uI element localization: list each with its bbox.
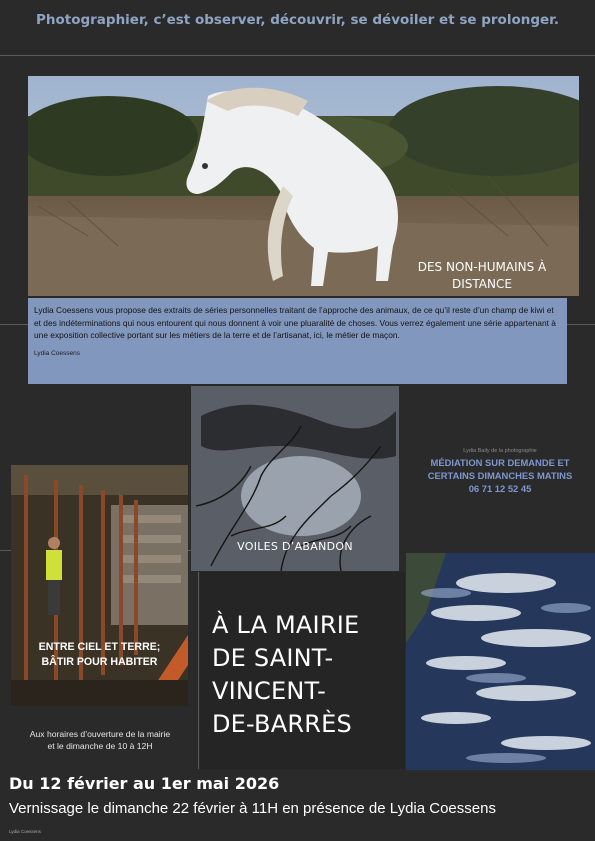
venue-title bbox=[212, 609, 402, 741]
hours-line2: et le dimanche de 10 à 12H bbox=[47, 741, 153, 751]
mediation-phone: 06 71 12 52 45 bbox=[468, 483, 532, 494]
description-text: Lydia Coessens vous propose des extraits de séries personnelles traitant de l’approche des animaux, de ce qu’il reste d’un champ de kiwi et et des indéterminations qui nous entourent qui nous donnent à voir une pluaralité de choses. Vous verrez également une série appartenant à une exposition collective portant sur les métiers de la terre et de l’artisanat, ici, le métier de maçon. bbox=[34, 305, 556, 341]
divider-middle bbox=[0, 324, 28, 325]
site-caption-line2: BÂTIR POUR HABITER bbox=[41, 656, 158, 668]
venue-line2: DE SAINT- bbox=[212, 644, 334, 672]
veil-caption: VOILES D’ABANDON bbox=[237, 540, 353, 553]
venue-line3: VINCENT- bbox=[212, 677, 327, 705]
description-box bbox=[28, 298, 567, 384]
mediation-small-text: Lydia Baily de la photographie bbox=[463, 448, 537, 454]
opening-reception: Vernissage le dimanche 22 février à 11H en présence de Lydia Coessens bbox=[9, 800, 496, 817]
exhibition-dates: Du 12 février au 1er mai 2026 bbox=[9, 774, 280, 793]
opening-hours bbox=[5, 728, 195, 752]
divider-middle-right bbox=[567, 324, 595, 325]
venue-line1: À LA MAIRIE bbox=[212, 611, 360, 639]
venue-block bbox=[200, 572, 405, 769]
site-caption bbox=[11, 640, 188, 670]
site-caption-line1: ENTRE CIEL ET TERRE; bbox=[38, 641, 161, 653]
mediation-line2: CERTAINS DIMANCHES MATINS bbox=[427, 470, 573, 481]
description-signature: Lydia Coessens bbox=[34, 349, 81, 357]
venue-line4: DE-BARRÈS bbox=[212, 710, 352, 738]
hero-photo bbox=[28, 76, 579, 296]
hero-caption: DES NON-HUMAINS À DISTANCE bbox=[417, 260, 547, 291]
divider-vertical bbox=[198, 572, 199, 769]
footer-credit: Lydia Coessens bbox=[9, 829, 41, 834]
mediation-line1: MÉDIATION SUR DEMANDE ET bbox=[430, 457, 570, 468]
sparkling-water-photo bbox=[406, 553, 595, 770]
page-tagline: Photographier, c’est observer, découvrir, se dévoiler et se prolonger. bbox=[35, 12, 560, 28]
water-photo bbox=[406, 553, 595, 770]
divider-top bbox=[0, 55, 595, 56]
mediation-info bbox=[415, 448, 585, 495]
site-photo bbox=[11, 465, 188, 706]
veil-photo bbox=[191, 386, 399, 571]
hours-line1: Aux horaires d’ouverture de la mairie bbox=[29, 729, 171, 739]
